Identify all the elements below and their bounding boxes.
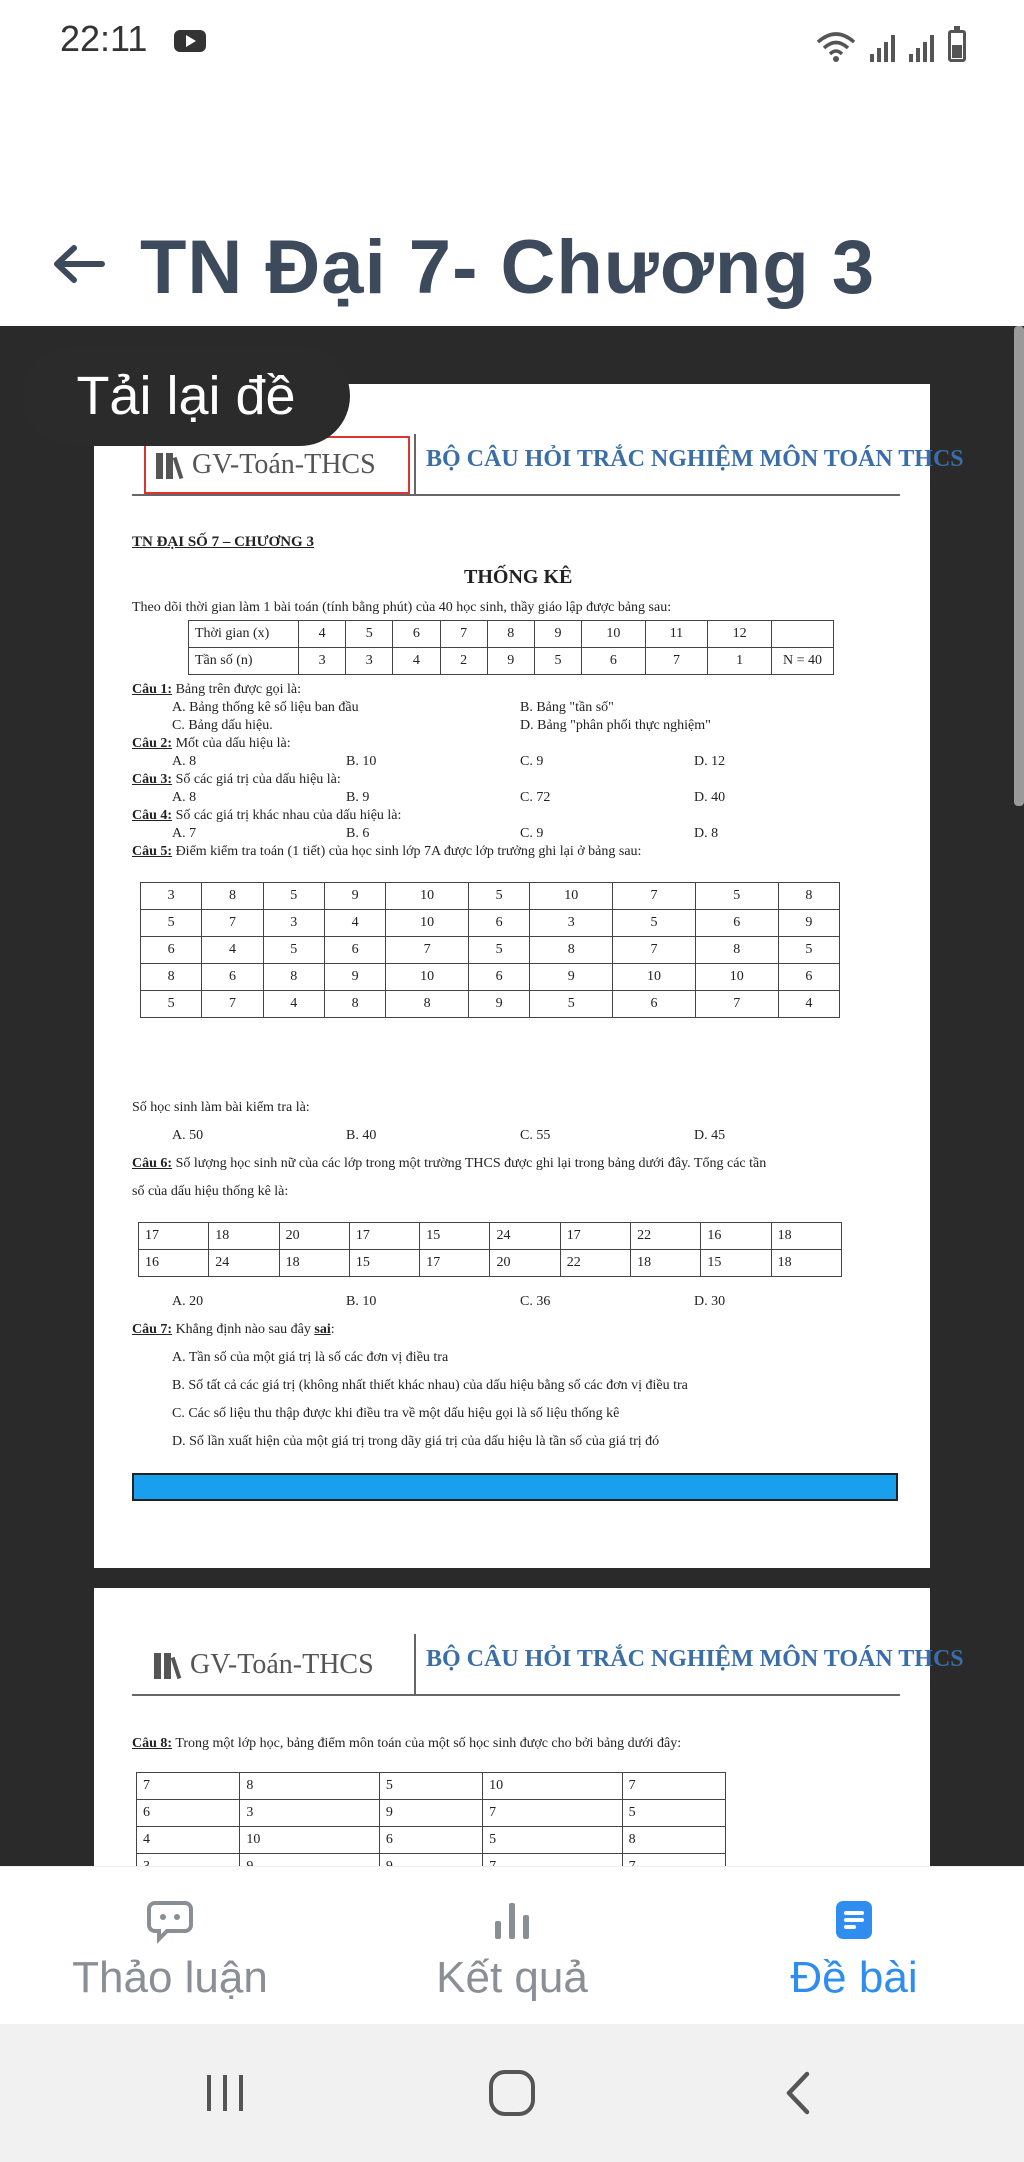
table-cell: 6 [469, 964, 530, 991]
option-c: C. 72 [520, 790, 551, 805]
reload-exam-button[interactable]: Tải lại đề [22, 346, 350, 446]
option-c: C. 36 [520, 1294, 551, 1309]
table-cell: 10 [240, 1827, 380, 1854]
table-cell: 18 [279, 1250, 349, 1277]
option-a: A. 20 [172, 1294, 204, 1309]
arrow-left-icon [52, 244, 104, 284]
table-cell: 3 [299, 648, 346, 675]
table-cell: 17 [139, 1223, 209, 1250]
signal-icon-1 [870, 32, 895, 62]
table-cell: 5 [534, 648, 581, 675]
question-text: Bảng trên được gọi là: [175, 682, 301, 697]
table-cell: 6 [324, 937, 385, 964]
table-cell: 9 [778, 910, 839, 937]
question-text: Số các giá trị khác nhau của dấu hiệu là: [175, 808, 402, 823]
q8-table [136, 1772, 726, 1881]
table-cell: 17 [349, 1223, 419, 1250]
table-cell: 20 [490, 1250, 560, 1277]
page-title: TN Đại 7- Chương 3 [140, 225, 876, 310]
table-cell: 3 [346, 648, 393, 675]
nav-label: Thảo luận [72, 1953, 268, 2002]
table-cell: 9 [469, 991, 530, 1018]
table-cell: 5 [263, 937, 324, 964]
option-a: A. 50 [172, 1128, 204, 1143]
table-cell: 18 [209, 1223, 279, 1250]
question-text: Số các giá trị của dấu hiệu là: [175, 772, 341, 787]
table-cell: 17 [420, 1250, 490, 1277]
header-separator [414, 434, 416, 494]
table-cell: 7 [483, 1800, 623, 1827]
question-label: Câu 8: [132, 1736, 173, 1751]
table-cell: 10 [582, 621, 646, 648]
question-5 [132, 844, 641, 860]
option-a: A. 7 [172, 826, 197, 841]
recent-apps-button[interactable] [180, 2048, 270, 2138]
option-b: B. Số tất cả các giá trị (không nhất thiết khác nhau) của dấu hiệu bằng số các đơn vị điều tra [172, 1378, 688, 1393]
table-cell: 18 [771, 1250, 841, 1277]
recent-apps-icon [201, 2071, 249, 2115]
back-button[interactable] [48, 234, 108, 294]
option-b: B. 10 [346, 754, 377, 769]
table-row [141, 910, 840, 937]
question-3 [132, 772, 341, 788]
table-cell: 5 [346, 621, 393, 648]
question-label: Câu 1: [132, 682, 173, 697]
youtube-notification-icon [174, 30, 206, 52]
option-d: D. 30 [694, 1294, 726, 1309]
nav-label: Kết quả [436, 1953, 588, 2002]
option-d: D. 12 [694, 754, 726, 769]
question-text: Trong một lớp học, bảng điểm môn toán của một số học sinh được cho bởi bảng dưới đây: [175, 1736, 682, 1751]
table-cell: 7 [386, 937, 469, 964]
table-cell: 24 [209, 1250, 279, 1277]
table-cell: 7 [645, 648, 707, 675]
table-cell: 3 [530, 910, 613, 937]
table-cell: 22 [560, 1250, 630, 1277]
home-button[interactable] [467, 2048, 557, 2138]
system-back-button[interactable] [754, 2048, 844, 2138]
table-cell: 4 [263, 991, 324, 1018]
table-cell: 9 [530, 964, 613, 991]
table-cell: 10 [386, 883, 469, 910]
question-label: Câu 3: [132, 772, 173, 787]
table-cell: 5 [263, 883, 324, 910]
option-c: C. 9 [520, 826, 544, 841]
table-cell: 15 [420, 1223, 490, 1250]
signal-icon-2 [909, 32, 934, 62]
table-cell: 8 [202, 883, 263, 910]
table-cell: 6 [379, 1827, 482, 1854]
table-cell: 10 [695, 964, 778, 991]
table-cell: 3 [263, 910, 324, 937]
option-d: D. 45 [694, 1128, 726, 1143]
question-text: Điểm kiểm tra toán (1 tiết) của học sinh lớp 7A được lớp trưởng ghi lại ở bảng sau: [175, 844, 642, 859]
table-cell: 6 [137, 1800, 240, 1827]
option-b: B. 6 [346, 826, 370, 841]
table-cell: 4 [299, 621, 346, 648]
table-cell: 9 [379, 1800, 482, 1827]
table-row [189, 648, 834, 675]
table-cell: 5 [379, 1773, 482, 1800]
option-b: B. 9 [346, 790, 370, 805]
table-cell: 5 [469, 883, 530, 910]
question-label: Câu 4: [132, 808, 173, 823]
doc-logo-text: GV-Toán-THCS [192, 449, 376, 480]
table-cell: 2 [440, 648, 487, 675]
table-cell: 15 [349, 1250, 419, 1277]
option-a: A. Bảng thống kê số liệu ban đầu [172, 700, 359, 715]
table-cell: 9 [487, 648, 534, 675]
question-1 [132, 682, 301, 698]
table-cell: 10 [613, 964, 696, 991]
table-cell: Thời gian (x) [189, 621, 299, 648]
table-cell [772, 621, 834, 648]
table-cell: 7 [440, 621, 487, 648]
table-row [189, 621, 834, 648]
home-icon [487, 2068, 537, 2118]
doc-header [132, 1630, 964, 1696]
table-cell: N = 40 [772, 648, 834, 675]
table-cell: 4 [393, 648, 440, 675]
table-cell: 6 [695, 910, 778, 937]
question-label: Câu 2: [132, 736, 173, 751]
status-time: 22:11 [60, 18, 148, 59]
q5-prompt: Số học sinh làm bài kiểm tra là: [132, 1100, 310, 1115]
header-separator [414, 1634, 416, 1694]
table-row [141, 964, 840, 991]
table-cell: 6 [778, 964, 839, 991]
option-b: B. 40 [346, 1128, 377, 1143]
table-cell: 15 [701, 1250, 771, 1277]
table-cell: 6 [141, 937, 202, 964]
table-cell: 8 [240, 1773, 380, 1800]
table-cell: 12 [708, 621, 772, 648]
option-c: C. Bảng dấu hiệu. [172, 718, 273, 733]
doc-logo [144, 1636, 410, 1694]
table-row [141, 883, 840, 910]
table-cell: 10 [386, 964, 469, 991]
table-cell: 5 [695, 883, 778, 910]
table-cell: 3 [141, 883, 202, 910]
table-cell: 8 [263, 964, 324, 991]
table-cell: 6 [469, 910, 530, 937]
table-cell: 8 [695, 937, 778, 964]
option-d: D. Số lần xuất hiện của một giá trị trong dãy giá trị của dấu hiệu là tần số của giá trị đó [172, 1434, 660, 1449]
freq-table [188, 620, 834, 675]
table-cell: 10 [530, 883, 613, 910]
table-row [137, 1827, 726, 1854]
question-2 [132, 736, 291, 752]
table-cell: 5 [622, 1800, 725, 1827]
table-cell: 5 [469, 937, 530, 964]
table-cell: 4 [778, 991, 839, 1018]
table-row [141, 991, 840, 1018]
nav-exam[interactable] [684, 1867, 1024, 2025]
table-cell: 7 [613, 937, 696, 964]
score-table [140, 882, 840, 1018]
option-c: C. 9 [520, 754, 544, 769]
question-text-cont: số của dấu hiệu thống kê là: [132, 1184, 289, 1199]
table-cell: 10 [386, 910, 469, 937]
girls-table [138, 1222, 842, 1277]
doc-title: THỐNG KÊ [464, 566, 573, 588]
table-cell: Tần số (n) [189, 648, 299, 675]
table-cell: 7 [137, 1773, 240, 1800]
question-6 [132, 1156, 766, 1172]
table-cell: 9 [324, 883, 385, 910]
system-navigation-bar [0, 2024, 1024, 2162]
question-label: Câu 5: [132, 844, 173, 859]
table-cell: 6 [202, 964, 263, 991]
table-cell: 24 [490, 1223, 560, 1250]
table-cell: 6 [393, 621, 440, 648]
question-label: Câu 6: [132, 1156, 173, 1171]
status-bar [0, 0, 1024, 84]
table-cell: 4 [137, 1827, 240, 1854]
option-b: B. Bảng "tần số" [520, 700, 614, 715]
table-cell: 8 [530, 937, 613, 964]
books-icon [154, 1651, 184, 1679]
table-cell: 3 [240, 1800, 380, 1827]
table-cell: 7 [202, 991, 263, 1018]
books-icon [156, 451, 186, 479]
chevron-left-icon [779, 2068, 819, 2118]
question-emphasis: sai [314, 1322, 331, 1337]
table-cell: 6 [613, 991, 696, 1018]
table-row [141, 937, 840, 964]
table-cell: 18 [771, 1223, 841, 1250]
table-cell: 9 [534, 621, 581, 648]
question-text-end: : [330, 1322, 335, 1337]
doc-banner: BỘ CÂU HỎI TRẮC NGHIỆM MÔN TOÁN THCS [426, 446, 964, 472]
app-header [0, 84, 1024, 326]
table-cell: 8 [141, 964, 202, 991]
table-cell: 7 [202, 910, 263, 937]
document-icon [831, 1899, 877, 1941]
table-cell: 7 [622, 1773, 725, 1800]
table-cell: 8 [622, 1827, 725, 1854]
table-cell: 8 [386, 991, 469, 1018]
viewer-scrollbar[interactable] [1014, 326, 1024, 806]
question-8 [132, 1736, 681, 1752]
table-row [139, 1250, 842, 1277]
table-cell: 5 [613, 910, 696, 937]
table-cell: 8 [487, 621, 534, 648]
table-cell: 16 [701, 1223, 771, 1250]
table-cell: 5 [141, 910, 202, 937]
doc-intro: Theo dõi thời gian làm 1 bài toán (tính bằng phút) của 40 học sinh, thầy giáo lập được bảng sau: [132, 600, 672, 615]
table-cell: 1 [708, 648, 772, 675]
table-cell: 4 [202, 937, 263, 964]
question-text: Khẳng định nào sau đây [175, 1322, 315, 1337]
table-cell: 7 [695, 991, 778, 1018]
table-cell: 5 [530, 991, 613, 1018]
option-d: D. Bảng "phân phối thực nghiệm" [520, 718, 711, 733]
nav-discussion[interactable] [0, 1867, 340, 2025]
nav-results[interactable] [342, 1867, 682, 2025]
question-4 [132, 808, 401, 824]
table-cell: 22 [631, 1223, 701, 1250]
chat-bubble-icon [147, 1899, 193, 1941]
option-a: A. Tần số của một giá trị là số các đơn vị điều tra [172, 1350, 449, 1365]
table-cell: 16 [139, 1250, 209, 1277]
table-cell: 10 [483, 1773, 623, 1800]
table-cell: 11 [645, 621, 707, 648]
document-page-1 [94, 384, 964, 1568]
option-c: C. Các số liệu thu thập được khi điều tra về một dấu hiệu gọi là số liệu thống kê [172, 1406, 620, 1421]
table-row [139, 1223, 842, 1250]
option-d: D. 40 [694, 790, 726, 805]
table-cell: 17 [560, 1223, 630, 1250]
wifi-icon [816, 30, 856, 62]
table-cell: 5 [141, 991, 202, 1018]
question-text: Số lượng học sinh nữ của các lớp trong một trường THCS được ghi lại trong bảng dưới đây. Tổng các tần [175, 1156, 767, 1171]
doc-section: TN ĐẠI SỐ 7 – CHƯƠNG 3 [132, 534, 314, 550]
table-cell: 6 [582, 648, 646, 675]
option-d: D. 8 [694, 826, 719, 841]
option-a: A. 8 [172, 754, 197, 769]
table-cell: 8 [778, 883, 839, 910]
table-cell: 20 [279, 1223, 349, 1250]
question-text: Mốt của dấu hiệu là: [175, 736, 291, 751]
nav-label: Đề bài [790, 1953, 918, 2002]
question-7 [132, 1322, 335, 1338]
battery-icon [948, 30, 966, 62]
table-row [137, 1800, 726, 1827]
table-cell: 9 [324, 964, 385, 991]
table-cell: 5 [778, 937, 839, 964]
doc-banner: BỘ CÂU HỎI TRẮC NGHIỆM MÔN TOÁN THCS [426, 1646, 964, 1672]
table-cell: 8 [324, 991, 385, 1018]
bar-chart-icon [489, 1899, 535, 1941]
divider-bar [132, 1473, 898, 1501]
table-cell: 4 [324, 910, 385, 937]
table-cell: 7 [613, 883, 696, 910]
table-cell: 5 [483, 1827, 623, 1854]
status-icons [816, 22, 966, 62]
option-a: A. 8 [172, 790, 197, 805]
question-label: Câu 7: [132, 1322, 173, 1337]
table-row [137, 1773, 726, 1800]
doc-logo-text: GV-Toán-THCS [190, 1649, 374, 1680]
document-viewer[interactable] [0, 326, 1024, 1866]
option-c: C. 55 [520, 1128, 551, 1143]
bottom-navigation [0, 1866, 1024, 2024]
table-cell: 18 [631, 1250, 701, 1277]
option-b: B. 10 [346, 1294, 377, 1309]
